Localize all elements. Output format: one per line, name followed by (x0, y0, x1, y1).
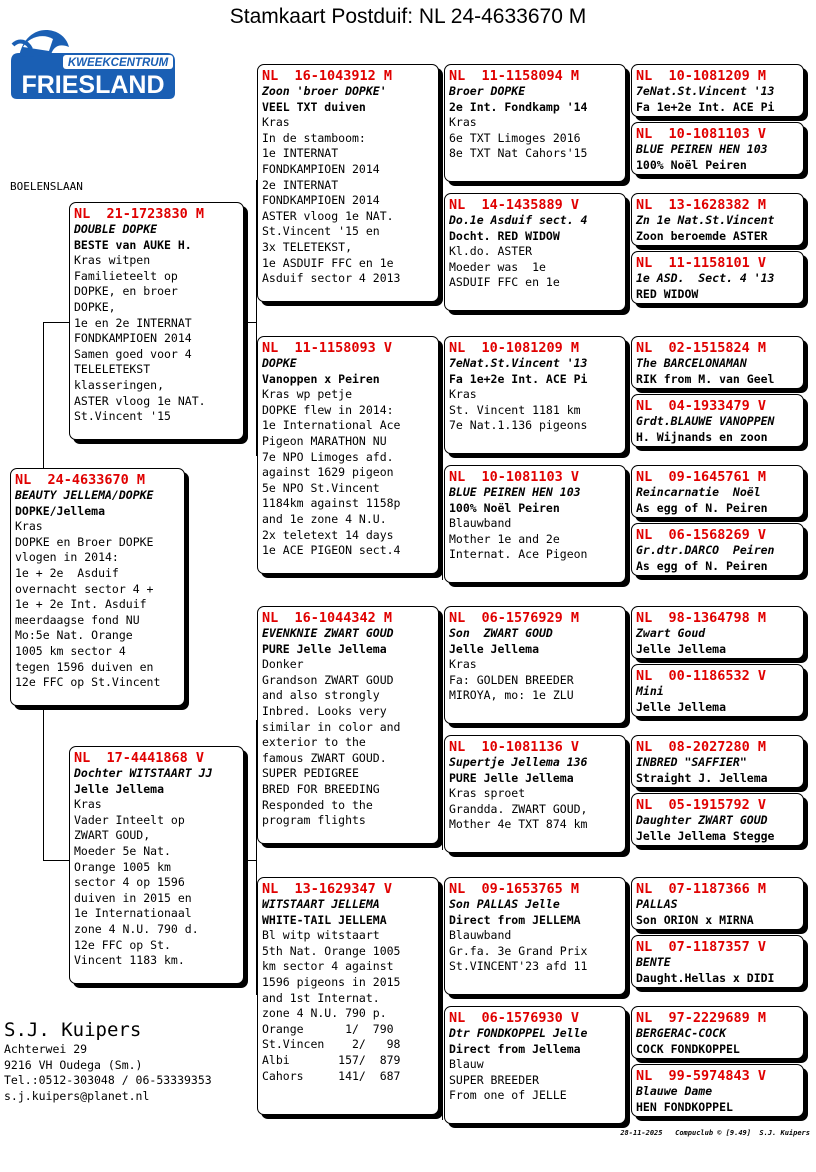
ring-number: NL 11-1158093 V (262, 340, 393, 356)
pedigree-line: zone 4 N.U. 790 d. (74, 921, 199, 936)
pigeon-subtitle: Direct from Jellema (449, 1041, 581, 1056)
pedigree-line: Bl witp witstaart (262, 928, 380, 943)
pedigree-line: similar in color and (262, 719, 401, 734)
pigeon-name: Blauwe Dame (636, 1084, 713, 1098)
pigeon-name: Gr.dtr.DARCO Peiren (636, 543, 775, 557)
pedigree-line: Kras (74, 797, 102, 812)
pedigree-line: Blauw (449, 1057, 484, 1072)
pedigree-line: km sector 4 against (262, 959, 394, 974)
pedigree-card-dam (69, 746, 244, 984)
ring-number: NL 06-1576930 V (449, 1010, 580, 1026)
pigeon-name: DOPKE (262, 356, 297, 370)
pedigree-card-g7 (631, 465, 804, 518)
pedigree-line: overnacht sector 4 + (15, 581, 154, 596)
pedigree-line: vlogen in 2014: (15, 550, 119, 565)
pedigree-line: Moeder was 1e (449, 259, 546, 274)
pigeon-name: Son PALLAS Jelle (449, 897, 560, 911)
pedigree-line: 1184km against 1158p (262, 496, 401, 511)
pigeon-name: Mini (636, 684, 664, 698)
connector-line (439, 180, 443, 181)
ring-number: NL 24-4633670 M (15, 472, 146, 488)
pedigree-line: ASDUIF FFC en 1e (449, 275, 560, 290)
ring-number: NL 08-2027280 M (636, 739, 767, 755)
pedigree-line: klasseringen, (74, 377, 165, 392)
pigeon-subtitle: Docht. RED WIDOW (449, 228, 560, 243)
pigeon-subtitle: Son ORION x MIRNA (636, 912, 754, 927)
page-title: Stamkaart Postduif: NL 24-4633670 M (229, 5, 587, 28)
connector-line (629, 761, 630, 821)
pedigree-card-sd (257, 336, 439, 574)
pedigree-line: MIROYA, mo: 1e ZLU (449, 688, 574, 703)
pedigree-card-dsd (444, 735, 626, 853)
pigeon-name: Daughter ZWART GOUD (636, 813, 768, 827)
pedigree-line: Internat. Ace Pigeon (449, 547, 588, 562)
breeder-name: S.J. Kuipers (4, 1019, 142, 1041)
pigeon-name: Supertje Jellema 136 (449, 755, 588, 769)
pedigree-line: Kras witpen (74, 253, 151, 268)
pedigree-card-g3 (631, 193, 804, 246)
ring-number: NL 13-1628382 M (636, 197, 767, 213)
loft-label: BOELENSLAAN (10, 180, 83, 193)
logo-top-text: KWEEKCENTRUM (67, 57, 169, 69)
pedigree-line: 2x teletext 14 days (262, 527, 394, 542)
pedigree-card-g15 (631, 1006, 804, 1059)
pedigree-line: BRED FOR BREEDING (262, 781, 380, 796)
pedigree-line: SUPER PEDIGREE (262, 766, 359, 781)
pedigree-line: Pigeon MARATHON NU (262, 433, 387, 448)
connector-line (629, 220, 630, 280)
pigeon-name: Grdt.BLAUWE VANOPPEN (636, 414, 775, 428)
connector-line (442, 720, 443, 850)
pedigree-line: 1e ACE PIGEON sect.4 (262, 543, 401, 558)
connector-line (442, 990, 443, 1120)
pedigree-line: Kras wp petje (262, 387, 353, 402)
pedigree-line: In de stamboom: (262, 130, 366, 145)
ring-number: NL 99-5974843 V (636, 1068, 767, 1084)
pedigree-line: Orange 1005 km (74, 859, 171, 874)
pedigree-line: meerdaagse fond NU (15, 612, 140, 627)
ring-number: NL 07-1187357 V (636, 939, 767, 955)
pigeon-name: 7eNat.St.Vincent '13 (449, 356, 588, 370)
pedigree-line: tegen 1596 duiven en (15, 659, 154, 674)
pedigree-line: Cahors 141/ 687 (262, 1068, 401, 1083)
pigeon-name: Dochter WITSTAART JJ (74, 766, 213, 780)
ring-number: NL 11-1158094 M (449, 68, 580, 84)
pedigree-line: 12e FFC op St.Vincent (15, 675, 161, 690)
pedigree-line: Familieteelt op (74, 268, 178, 283)
pedigree-line: sector 4 op 1596 (74, 875, 185, 890)
pedigree-line: Moeder 5e Nat. (74, 843, 171, 858)
pedigree-card-g9 (631, 606, 804, 659)
pigeon-subtitle: WHITE-TAIL JELLEMA (262, 912, 387, 927)
pedigree-card-sss (444, 64, 626, 182)
pedigree-line: 1e Internationaal (74, 906, 192, 921)
pedigree-line: 1005 km sector 4 (15, 643, 126, 658)
pigeon-name: Son ZWART GOUD (449, 626, 553, 640)
connector-line (43, 710, 44, 860)
pigeon-subtitle: Jelle Jellema (636, 699, 727, 714)
logo-bottom-text: FRIESLAND (21, 71, 165, 99)
pigeon-name: EVENKNIE ZWART GOUD (262, 626, 394, 640)
pedigree-line: 1e + 2e Int. Asduif (15, 597, 147, 612)
pigeon-name: Zn 1e Nat.St.Vincent (636, 213, 775, 227)
pigeon-subtitle: As egg of N. Peiren (636, 558, 768, 573)
pedigree-line: 1e ASDUIF FFC en 1e (262, 255, 394, 270)
connector-line (43, 322, 44, 468)
pigeon-subtitle: BESTE van AUKE H. (74, 237, 192, 252)
ring-number: NL 10-1081209 M (449, 340, 580, 356)
pedigree-line: Mother 1e and 2e (449, 531, 560, 546)
pedigree-line: famous ZWART GOUD. (262, 750, 387, 765)
pedigree-card-ds (257, 606, 439, 844)
pedigree-line: 1e en 2e INTERNAT (74, 315, 192, 330)
pigeon-subtitle: Fa 1e+2e Int. ACE Pi (449, 371, 588, 386)
pigeon-subtitle: Straight J. Jellema (636, 770, 768, 785)
pedigree-card-g14 (631, 935, 804, 988)
ring-number: NL 05-1915792 V (636, 797, 767, 813)
pedigree-line: FONDKAMPIOEN 2014 (262, 193, 380, 208)
pedigree-line: ZWART GOUD, (74, 828, 151, 843)
ring-number: NL 09-1653765 M (449, 881, 580, 897)
pedigree-line: Kras (449, 115, 477, 130)
pedigree-card-g13 (631, 877, 804, 930)
ring-number: NL 04-1933479 V (636, 398, 767, 414)
pedigree-card-main (10, 468, 185, 706)
pedigree-line: 2e INTERNAT (262, 177, 339, 192)
pedigree-line: 1596 pigeons in 2015 (262, 974, 401, 989)
connector-line (442, 180, 443, 252)
pedigree-line: DOPKE flew in 2014: (262, 402, 394, 417)
pedigree-line: ASTER vloog 1e NAT. (74, 393, 206, 408)
pigeon-name: Zoon 'broer DOPKE' (262, 84, 387, 98)
pedigree-line: 12e FFC op St. (74, 937, 171, 952)
ring-number: NL 06-1576929 M (449, 610, 580, 626)
pigeon-subtitle: VEEL TXT duiven (262, 99, 366, 114)
logo-graphic (9, 17, 177, 101)
pedigree-line: Responded to the (262, 797, 373, 812)
pigeon-subtitle: Jelle Jellema (636, 641, 727, 656)
pedigree-card-dds (444, 877, 626, 995)
connector-line (43, 860, 69, 861)
pedigree-line: Donker (262, 657, 304, 672)
pigeon-name: DOUBLE DOPKE (74, 222, 158, 236)
ring-number: NL 13-1629347 V (262, 881, 393, 897)
pedigree-line: St.Vincent '15 en (262, 224, 380, 239)
pigeon-subtitle: Vanoppen x Peiren (262, 371, 380, 386)
pedigree-line: ASTER vloog 1e NAT. (262, 208, 394, 223)
pigeon-subtitle: H. Wijnands en zoon (636, 429, 768, 444)
connector-line (629, 903, 630, 963)
pedigree-card-g16 (631, 1064, 804, 1117)
pedigree-line: and also strongly (262, 688, 380, 703)
pedigree-card-g12 (631, 793, 804, 846)
ring-number: NL 97-2229689 M (636, 1010, 767, 1026)
connector-line (629, 362, 630, 422)
ring-number: NL 10-1081209 M (636, 68, 767, 84)
breeder-address-city: 9216 VH Oudega (Sm.) (4, 1057, 143, 1072)
pedigree-line: TELELETEKST (74, 362, 151, 377)
pedigree-line: Vincent 1183 km. (74, 953, 185, 968)
pedigree-line: exterior to the (262, 735, 366, 750)
pedigree-line: 7e NPO Limoges afd. (262, 449, 394, 464)
ring-number: NL 07-1187366 M (636, 881, 767, 897)
connector-line (439, 720, 443, 721)
pedigree-line: St.Vincent '15 (74, 409, 171, 424)
breeder-address-street: Achterwei 29 (4, 1042, 88, 1056)
pigeon-name: Broer DOPKE (449, 84, 526, 98)
pedigree-line: 7e Nat.1.136 pigeons (449, 418, 588, 433)
pigeon-name: BLUE PEIREN HEN 103 (636, 142, 768, 156)
ring-number: NL 17-4441868 V (74, 750, 205, 766)
pedigree-line: St.Vincen 2/ 98 (262, 1037, 401, 1052)
pigeon-name: BERGERAC-COCK (636, 1026, 727, 1040)
pigeon-subtitle: DOPKE/Jellema (15, 503, 106, 518)
pigeon-name: The BARCELONAMAN (636, 356, 747, 370)
pigeon-name: Reincarnatie Noël (636, 485, 761, 499)
ring-number: NL 16-1043912 M (262, 68, 393, 84)
pedigree-card-g6 (631, 394, 804, 447)
pedigree-line: and 1st Internat. (262, 990, 380, 1005)
pedigree-line: DOPKE en Broer DOPKE (15, 534, 154, 549)
pedigree-line: Kras (449, 657, 477, 672)
pedigree-line: against 1629 pigeon (262, 465, 394, 480)
pigeon-name: PALLAS (636, 897, 678, 911)
pedigree-line: 8e TXT Nat Cahors'15 (449, 146, 588, 161)
connector-line (629, 90, 630, 150)
pigeon-name: Zwart Goud (636, 626, 706, 640)
pedigree-line: Kras (449, 387, 477, 402)
pigeon-name: 1e ASD. Sect. 4 '13 (636, 271, 775, 285)
pigeon-name: Dtr FONDKOPPEL Jelle (449, 1026, 588, 1040)
pedigree-line: Mother 4e TXT 874 km (449, 817, 588, 832)
pedigree-card-g2 (631, 122, 804, 175)
breeder-info (4, 1018, 212, 1104)
pigeon-subtitle: COCK FONDKOPPEL (636, 1041, 740, 1056)
pigeon-name: WITSTAART JELLEMA (262, 897, 380, 911)
pigeon-subtitle: Jelle Jellema Stegge (636, 828, 775, 843)
pedigree-line: DOPKE, (74, 299, 116, 314)
ring-number: NL 10-1081103 V (449, 469, 580, 485)
pigeon-subtitle: 100% Noël Peiren (636, 157, 747, 172)
ring-number: NL 06-1568269 V (636, 527, 767, 543)
pedigree-card-g4 (631, 251, 804, 304)
pedigree-line: DOPKE, en broer (74, 284, 178, 299)
ring-number: NL 02-1515824 M (636, 340, 767, 356)
pedigree-card-ss (257, 64, 439, 302)
connector-line (439, 990, 443, 991)
pedigree-line: Grandson ZWART GOUD (262, 672, 394, 687)
pigeon-subtitle: HEN FONDKOPPEL (636, 1099, 733, 1114)
pedigree-line: Kl.do. ASTER (449, 244, 533, 259)
pedigree-line: Kras sproet (449, 786, 526, 801)
connector-line (629, 632, 630, 692)
pedigree-line: 6e TXT Limoges 2016 (449, 130, 581, 145)
pedigree-card-g8 (631, 523, 804, 576)
ring-number: NL 10-1081136 V (449, 739, 580, 755)
ring-number: NL 14-1435889 V (449, 197, 580, 213)
ring-number: NL 10-1081103 V (636, 126, 767, 142)
connector-line (629, 1032, 630, 1092)
ring-number: NL 09-1645761 M (636, 469, 767, 485)
pedigree-line: St. Vincent 1181 km (449, 402, 581, 417)
breeder-email[interactable]: s.j.kuipers@planet.nl (4, 1088, 150, 1103)
pigeon-subtitle: PURE Jelle Jellema (449, 770, 574, 785)
kweekcentrum-friesland-logo (9, 17, 177, 101)
pigeon-subtitle: Jelle Jellema (449, 641, 540, 656)
pedigree-line: program flights (262, 813, 366, 828)
pigeon-subtitle: Fa 1e+2e Int. ACE Pi (636, 99, 775, 114)
pedigree-line: Gr.fa. 3e Grand Prix (449, 943, 588, 958)
pigeon-subtitle: RIK from M. van Geel (636, 371, 775, 386)
pedigree-card-g1 (631, 64, 804, 117)
pedigree-line: and 1e zone 4 N.U. (262, 511, 387, 526)
connector-line (43, 322, 69, 323)
pedigree-line: Fa: GOLDEN BREEDER (449, 672, 574, 687)
pedigree-card-dd (257, 877, 439, 1115)
pedigree-line: SUPER BREEDER (449, 1072, 540, 1087)
pigeon-name: BENTE (636, 955, 671, 969)
pigeon-subtitle: Jelle Jellema (74, 781, 165, 796)
pedigree-line: Orange 1/ 790 (262, 1021, 394, 1036)
pedigree-card-sire (69, 202, 244, 440)
pedigree-line: Blauwband (449, 928, 512, 943)
pigeon-subtitle: As egg of N. Peiren (636, 500, 768, 515)
pigeon-subtitle: Direct from JELLEMA (449, 912, 581, 927)
pedigree-line: Samen goed voor 4 (74, 346, 192, 361)
pedigree-card-g11 (631, 735, 804, 788)
pedigree-line: Kras (262, 115, 290, 130)
pedigree-line: FONDKAMPIOEN 2014 (74, 331, 192, 346)
pigeon-subtitle: Zoon beroemde ASTER (636, 228, 768, 243)
pedigree-card-sds (444, 336, 626, 454)
pedigree-line: Blauwband (449, 516, 512, 531)
pedigree-line: Kras (15, 519, 43, 534)
pedigree-line: zone 4 N.U. 790 p. (262, 1006, 387, 1021)
pedigree-line: Mo:5e Nat. Orange (15, 628, 133, 643)
connector-line (439, 450, 443, 451)
pedigree-line: Inbred. Looks very (262, 703, 387, 718)
pedigree-card-ddd (444, 1006, 626, 1124)
pedigree-line: 1e INTERNAT (262, 146, 339, 161)
pedigree-line: 3x TELETEKST, (262, 239, 353, 254)
pigeon-name: BLUE PEIREN HEN 103 (449, 485, 581, 499)
pedigree-line: 5e NPO St.Vincent (262, 480, 380, 495)
breeder-phone: Tel.:0512-303048 / 06-53339353 (4, 1073, 212, 1087)
pedigree-line: Albi 157/ 879 (262, 1052, 401, 1067)
pigeon-subtitle: PURE Jelle Jellema (262, 641, 387, 656)
pedigree-card-ssd (444, 193, 626, 311)
ring-number: NL 98-1364798 M (636, 610, 767, 626)
footer-credit: 28-11-2025 Compuclub © [9.49] S.J. Kuipers (620, 1129, 810, 1137)
ring-number: NL 00-1186532 V (636, 668, 767, 684)
pigeon-name: Do.1e Asduif sect. 4 (449, 213, 588, 227)
ring-number: NL 16-1044342 M (262, 610, 393, 626)
pigeon-name: INBRED "SAFFIER" (636, 755, 747, 769)
connector-line (629, 491, 630, 551)
pedigree-card-g10 (631, 664, 804, 717)
pigeon-name: 7eNat.St.Vincent '13 (636, 84, 775, 98)
pedigree-line: FONDKAMPIOEN 2014 (262, 161, 380, 176)
pedigree-line: Grandda. ZWART GOUD, (449, 801, 588, 816)
pedigree-card-dss (444, 606, 626, 724)
pigeon-name: BEAUTY JELLEMA/DOPKE (15, 488, 154, 502)
pedigree-line: St.VINCENT'23 afd 11 (449, 959, 588, 974)
pigeon-subtitle: 2e Int. Fondkamp '14 (449, 99, 588, 114)
ring-number: NL 21-1723830 M (74, 206, 205, 222)
pedigree-line: 5th Nat. Orange 1005 (262, 943, 401, 958)
pedigree-line: duiven in 2015 en (74, 890, 192, 905)
pedigree-card-g5 (631, 336, 804, 389)
pigeon-subtitle: RED WIDOW (636, 286, 699, 301)
pedigree-line: 1e International Ace (262, 418, 401, 433)
pedigree-card-sdd (444, 465, 626, 583)
pedigree-line: Vader Inteelt op (74, 812, 185, 827)
connector-line (442, 450, 443, 580)
pedigree-line: From one of JELLE (449, 1088, 567, 1103)
pedigree-line: 1e + 2e Asduif (15, 565, 119, 580)
ring-number: NL 11-1158101 V (636, 255, 767, 271)
pedigree-line: Asduif sector 4 2013 (262, 271, 401, 286)
pigeon-subtitle: Daught.Hellas x DIDI (636, 970, 775, 985)
pigeon-subtitle: 100% Noël Peiren (449, 500, 560, 515)
